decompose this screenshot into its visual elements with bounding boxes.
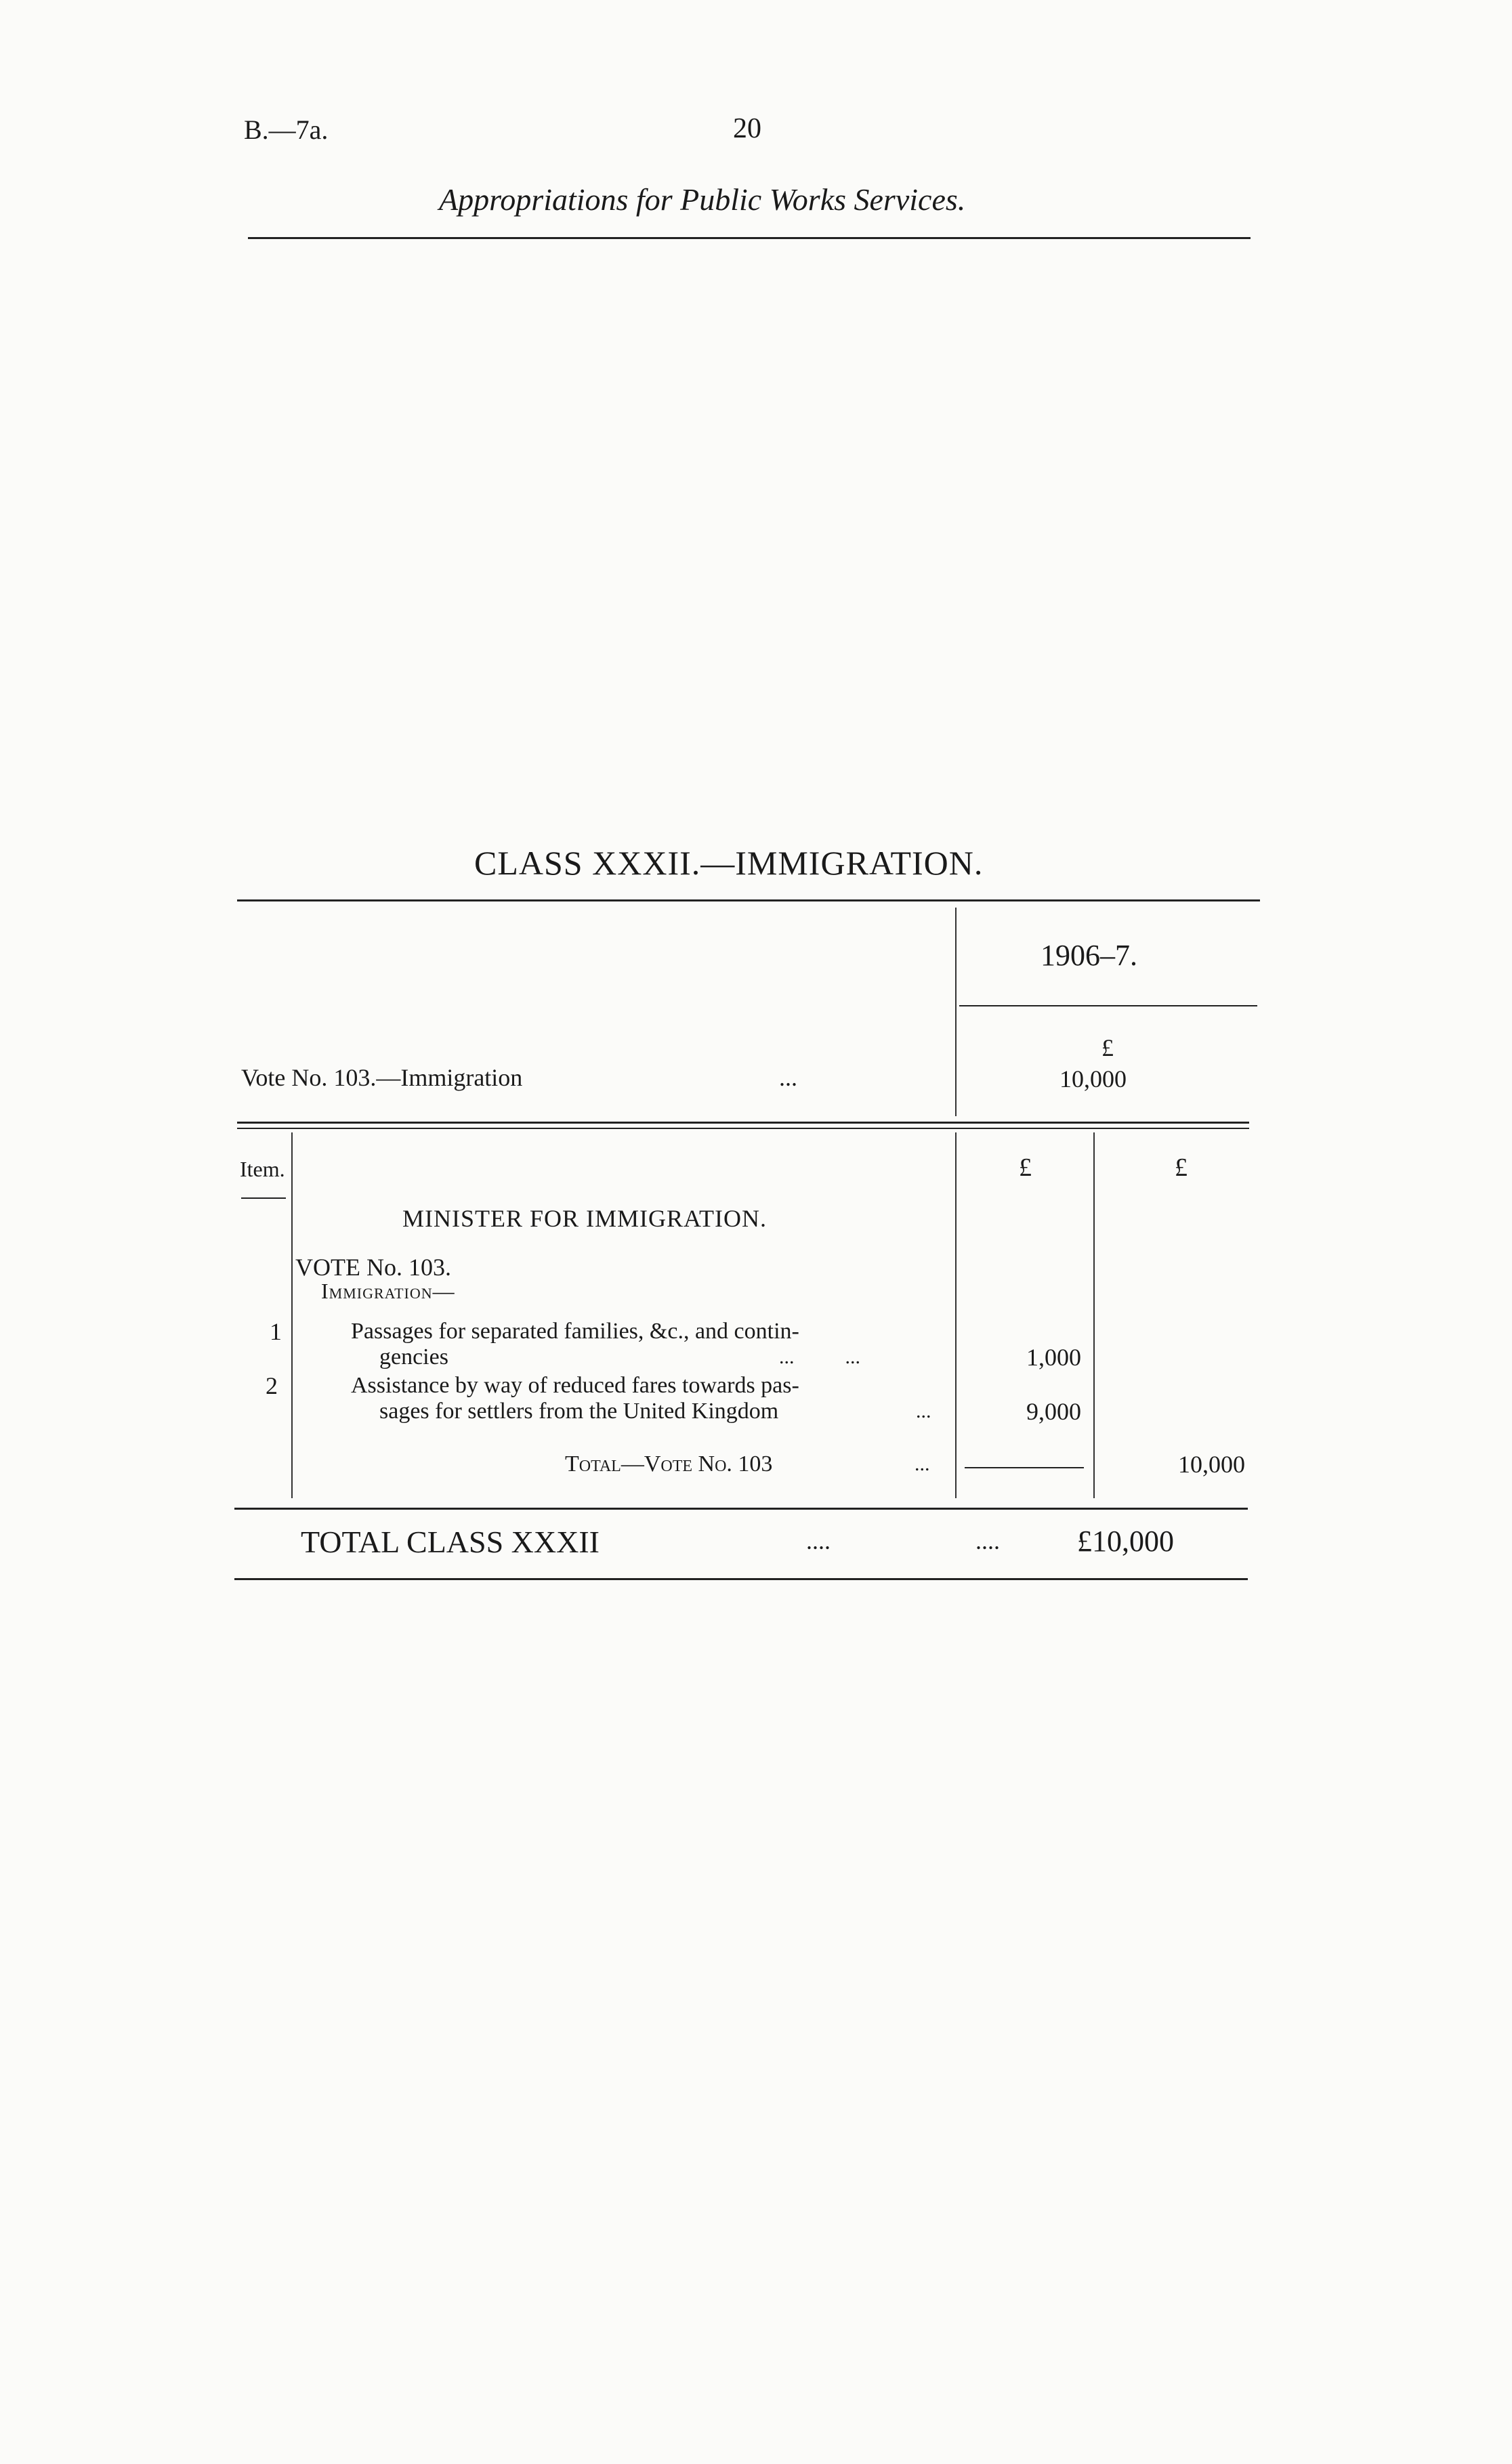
item-description-continued: sages for settlers from the United Kingdom [379, 1399, 779, 1424]
vote-label: Vote No. 103.—Immigration [241, 1064, 523, 1091]
grand-total-bottom-rule [234, 1578, 1248, 1580]
summary-bottom-rule-2 [237, 1128, 1249, 1129]
vote-total-leader: ... [915, 1453, 930, 1475]
item-amount: 1,000 [1026, 1344, 1081, 1371]
year-underline [959, 1005, 1257, 1006]
summary-top-rule [237, 899, 1260, 901]
summary-divider [955, 908, 957, 1116]
vote-heading: VOTE No. 103. [295, 1254, 451, 1281]
vote-total-label: Total—Vote No. 103 [565, 1451, 773, 1477]
vote-total-rule [965, 1467, 1084, 1468]
item-leader: ... ... [779, 1346, 860, 1368]
summary-bottom-rule-1 [237, 1122, 1249, 1124]
vote-amount: 10,000 [1059, 1065, 1127, 1092]
item-description: Assistance by way of reduced fares towards pas- [351, 1373, 799, 1398]
pound-column-divider [1093, 1132, 1095, 1498]
sub-heading: Immigration— [321, 1279, 455, 1303]
item-number: 1 [270, 1318, 282, 1345]
header-rule [248, 237, 1251, 239]
item-column-divider [291, 1132, 293, 1498]
item-description: Passages for separated families, &c., and contin- [351, 1319, 799, 1344]
page-number: 20 [733, 113, 761, 144]
item-amount: 9,000 [1026, 1398, 1081, 1425]
grand-total-top-rule [234, 1508, 1248, 1510]
grand-total-leader: .... [806, 1527, 831, 1554]
item-header-underline [241, 1197, 286, 1199]
description-column-divider [955, 1132, 957, 1498]
pound-header-2: £ [1175, 1153, 1188, 1182]
grand-total-label: TOTAL CLASS XXXII [301, 1525, 600, 1559]
page-title: Appropriations for Public Works Services. [439, 182, 966, 217]
item-description-continued: gencies [379, 1344, 448, 1369]
vote-total-amount: 10,000 [1178, 1451, 1245, 1478]
document-code: B.—7a. [244, 114, 329, 145]
item-number: 2 [266, 1372, 278, 1399]
vote-leader: ... [779, 1064, 797, 1091]
item-header: Item. [240, 1157, 285, 1181]
summary-currency: £ [1101, 1034, 1114, 1061]
item-leader: ... [916, 1400, 931, 1422]
class-title: CLASS XXXII.—IMMIGRATION. [474, 844, 984, 882]
pound-header-1: £ [1019, 1153, 1032, 1182]
grand-total-amount: £10,000 [1077, 1525, 1174, 1558]
grand-total-leader: .... [975, 1527, 1000, 1554]
minister-heading: MINISTER FOR IMMIGRATION. [402, 1205, 768, 1232]
year-label: 1906–7. [1041, 939, 1137, 972]
